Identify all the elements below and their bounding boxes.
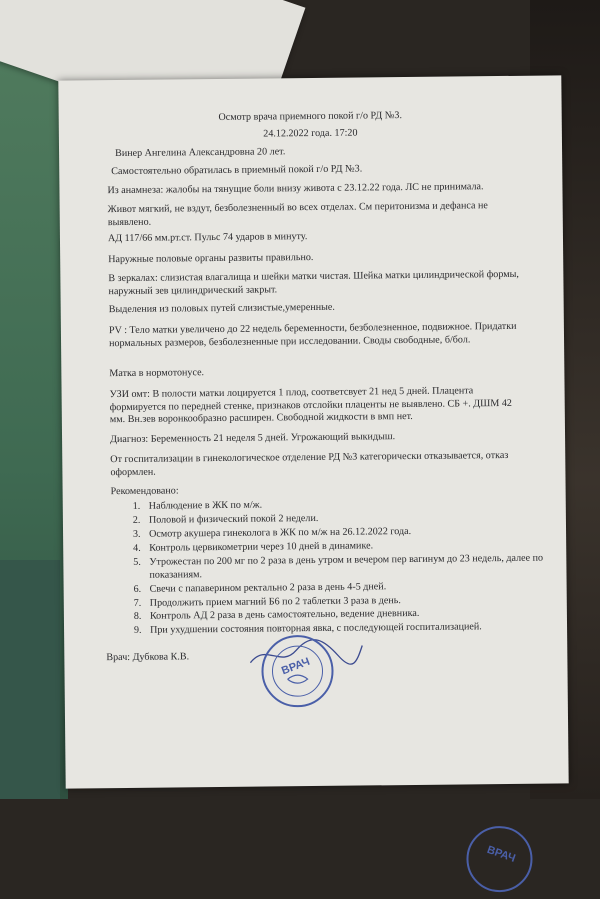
list-item: 7. Продолжить прием магний Б6 по 2 таблетки 3 раза в день. bbox=[144, 593, 556, 610]
vitals-line: АД 117/66 мм.рт.ст. Пульс 74 ударов в минуту. bbox=[107, 231, 308, 245]
medical-document-sheet bbox=[58, 75, 568, 865]
list-item: 6. Свечи с папаверином ректально 2 раза в день 4-5 дней. bbox=[144, 579, 556, 596]
background-green-folder-lower bbox=[0, 560, 60, 799]
list-item: 9. При ухудшении состояния повторная явка, с последующей госпитализацией. bbox=[144, 621, 556, 638]
admission-line: Самостоятельно обратилась в приемный покой г/о РД №3. bbox=[111, 163, 363, 178]
document-title: Осмотр врача приемного покой г/о РД №3. bbox=[218, 110, 403, 123]
doctor-stamp bbox=[259, 633, 336, 710]
list-item: 1. Наблюдение в ЖК по м/ж. bbox=[143, 496, 555, 513]
list-item: 4. Контроль цервикометрии через 10 дней в динамике. bbox=[143, 538, 555, 555]
doctor-stamp-partial bbox=[464, 824, 535, 895]
doctor-signature-line: Врач: Дубкова К.В. bbox=[106, 651, 190, 664]
patient-line: Винер Ангелина Александровна 20 лет. bbox=[115, 146, 286, 160]
tonus-line: Матка в нормотонусе. bbox=[109, 367, 205, 380]
document-datetime: 24.12.2022 года. 17:20 bbox=[263, 127, 358, 140]
mirrors-paragraph: В зеркалах: слизистая влагалища и шейки матки чистая. Шейка матки цилиндрической формы, наружный зев цилиндрический закрыт. bbox=[108, 268, 519, 297]
stamp-label: ВРАЧ bbox=[279, 655, 312, 678]
external-organs-line: Наружные половые органы развиты правильно. bbox=[108, 251, 314, 266]
refusal-paragraph: От госпитализации в гинекологическое отделение РД №3 категорически отказывается, отказ оформлен. bbox=[110, 449, 509, 478]
stamp2-label: ВРАЧ bbox=[485, 843, 517, 865]
ultrasound-paragraph: УЗИ омт: В полости матки лоцируется 1 плод, соответсвует 21 нед 5 дней. Плацента формируется по передней стенке, признаков отслойки плаценты не выявлено. СБ +. ДШМ 42 мм. Вн.зев воронкообразно расширен. Свободной жидкости в вмп нет. bbox=[109, 385, 512, 426]
abdomen-paragraph: Живот мягкий, не вздут, безболезненный во всех отделах. См перитонизма и дефанса не выявлено. bbox=[107, 200, 488, 228]
list-item: 2. Половой и физический покой 2 недели. bbox=[143, 510, 555, 527]
recommendations-list bbox=[125, 496, 556, 639]
discharge-line: Выделения из половых путей слизистые,умеренные. bbox=[108, 301, 335, 316]
anamnesis-paragraph: Из анамнеза: жалобы на тянущие боли внизу живота с 23.12.22 года. ЛС не принимала. bbox=[107, 181, 484, 197]
list-item: 8. Контроль АД 2 раза в день самостоятельно, ведение дневника. bbox=[144, 607, 556, 624]
recommended-label: Рекомендовано: bbox=[110, 485, 179, 498]
list-item: 5. Утрожестан по 200 мг по 2 раза в день утром и вечером пер вагинум до 23 недель, далее по показаниям. bbox=[143, 552, 555, 582]
pv-paragraph: PV : Тело матки увеличено до 22 недель беременности, безболезненное, подвижное. Придатки нормальных размеров, безболезненные при исследовании. Своды свободные, б/бол. bbox=[108, 320, 517, 349]
list-item: 3. Осмотр акушера гинеколога в ЖК по м/ж на 26.12.2022 года. bbox=[143, 524, 555, 541]
diagnosis-line: Диагноз: Беременность 21 неделя 5 дней. Угрожающий выкидыш. bbox=[110, 431, 396, 446]
